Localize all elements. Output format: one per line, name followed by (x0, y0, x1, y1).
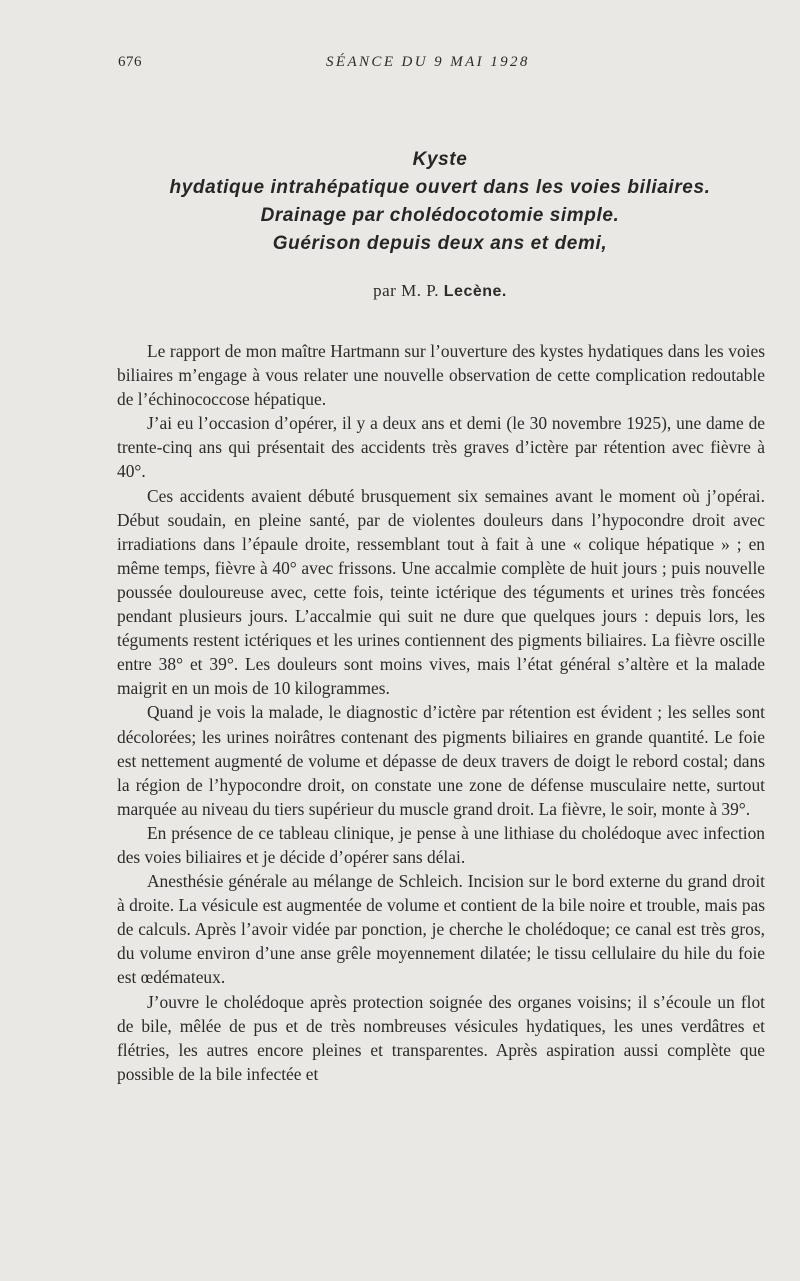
running-head: SÉANCE DU 9 MAI 1928 (326, 54, 530, 70)
paragraph-3: Ces accidents avaient débuté brusquement six semaines avant le moment où j’opérai. Début soudain, en pleine santé, par de violentes douleurs dans l’hypocondre droit avec irradiations dans l’épaule droite, ressemblant tout à fait à une « colique hépatique » ; en même temps, fièvre à 40° avec frissons. Une accalmie complète de huit jours ; puis nouvelle poussée douloureuse avec, cette fois, teinte ictérique des téguments et urines très foncées pendant plusieurs jours. L’accalmie qui suit ne dure que quelques jours : depuis lors, les téguments restent ictériques et les urines contiennent des pigments biliaires. La fièvre oscille entre 38° et 39°. Les douleurs sont moins vives, mais l’état général s’altère et la malade maigrit en un mois de 10 kilogrammes. (117, 485, 765, 699)
page-header (0, 54, 800, 78)
byline (110, 281, 770, 301)
page-number: 676 (118, 54, 142, 70)
paragraph-5: En présence de ce tableau clinique, je pense à une lithiase du cholédoque avec infection des voies biliaires et je décide d’opérer sans délai. (117, 822, 765, 867)
paragraph-6: Anesthésie générale au mélange de Schleich. Incision sur le bord externe du grand droit à droite. La vésicule est augmentée de volume et contient de la bile noire et trouble, mais pas de calculs. Après l’avoir vidée par ponction, je cherche le cholédoque; ce canal est très gros, du volume environ d’une anse grêle moyennement dilatée; le tissu cellulaire du hile du foie est œdémateux. (117, 871, 765, 988)
title-line-4: Guérison depuis deux ans et demi, (272, 233, 608, 254)
paragraph-1: Le rapport de mon maître Hartmann sur l’ouverture des kystes hydatiques dans les voies biliaires m’engage à vous relater une nouvelle observation de cette complication redoutable de l’échinococcose hépatique. (117, 341, 765, 410)
byline-prefix: par M. P. (373, 281, 444, 300)
article-body (117, 339, 765, 1086)
article-title (110, 146, 770, 258)
title-line-2: hydatique intrahépatique ouvert dans les voies biliaires. (169, 177, 711, 198)
paragraph-7: J’ouvre le cholédoque après protection soignée des organes voisins; il s’écoule un flot de bile, mêlée de pus et de très nombreuses vésicules hydatiques, les unes verdâtres et flétries, les autres encore pleines et transparentes. Après aspiration aussi complète que possible de la bile infectée et (117, 991, 765, 1084)
paragraph-2: J’ai eu l’occasion d’opérer, il y a deux ans et demi (le 30 novembre 1925), une dame de trente-cinq ans qui présentait des accidents très graves d’ictère par rétention avec fièvre à 40°. (117, 413, 765, 482)
title-line-3: Drainage par cholédocotomie simple. (260, 205, 620, 226)
author-name: Lecène. (443, 283, 507, 300)
paragraph-4: Quand je vois la malade, le diagnostic d’ictère par rétention est évident ; les selles sont décolorées; les urines noirâtres contenant des pigments biliaires en grande quantité. Le foie est nettement augmenté de volume et dépasse de deux travers de doigt le rebord costal; dans la région de l’hypocondre droit, on constate une zone de défense musculaire nette, surtout marquée au niveau du tiers supérieur du muscle grand droit. La fièvre, le soir, monte à 39°. (117, 702, 765, 819)
title-line-1: Kyste (412, 149, 468, 170)
